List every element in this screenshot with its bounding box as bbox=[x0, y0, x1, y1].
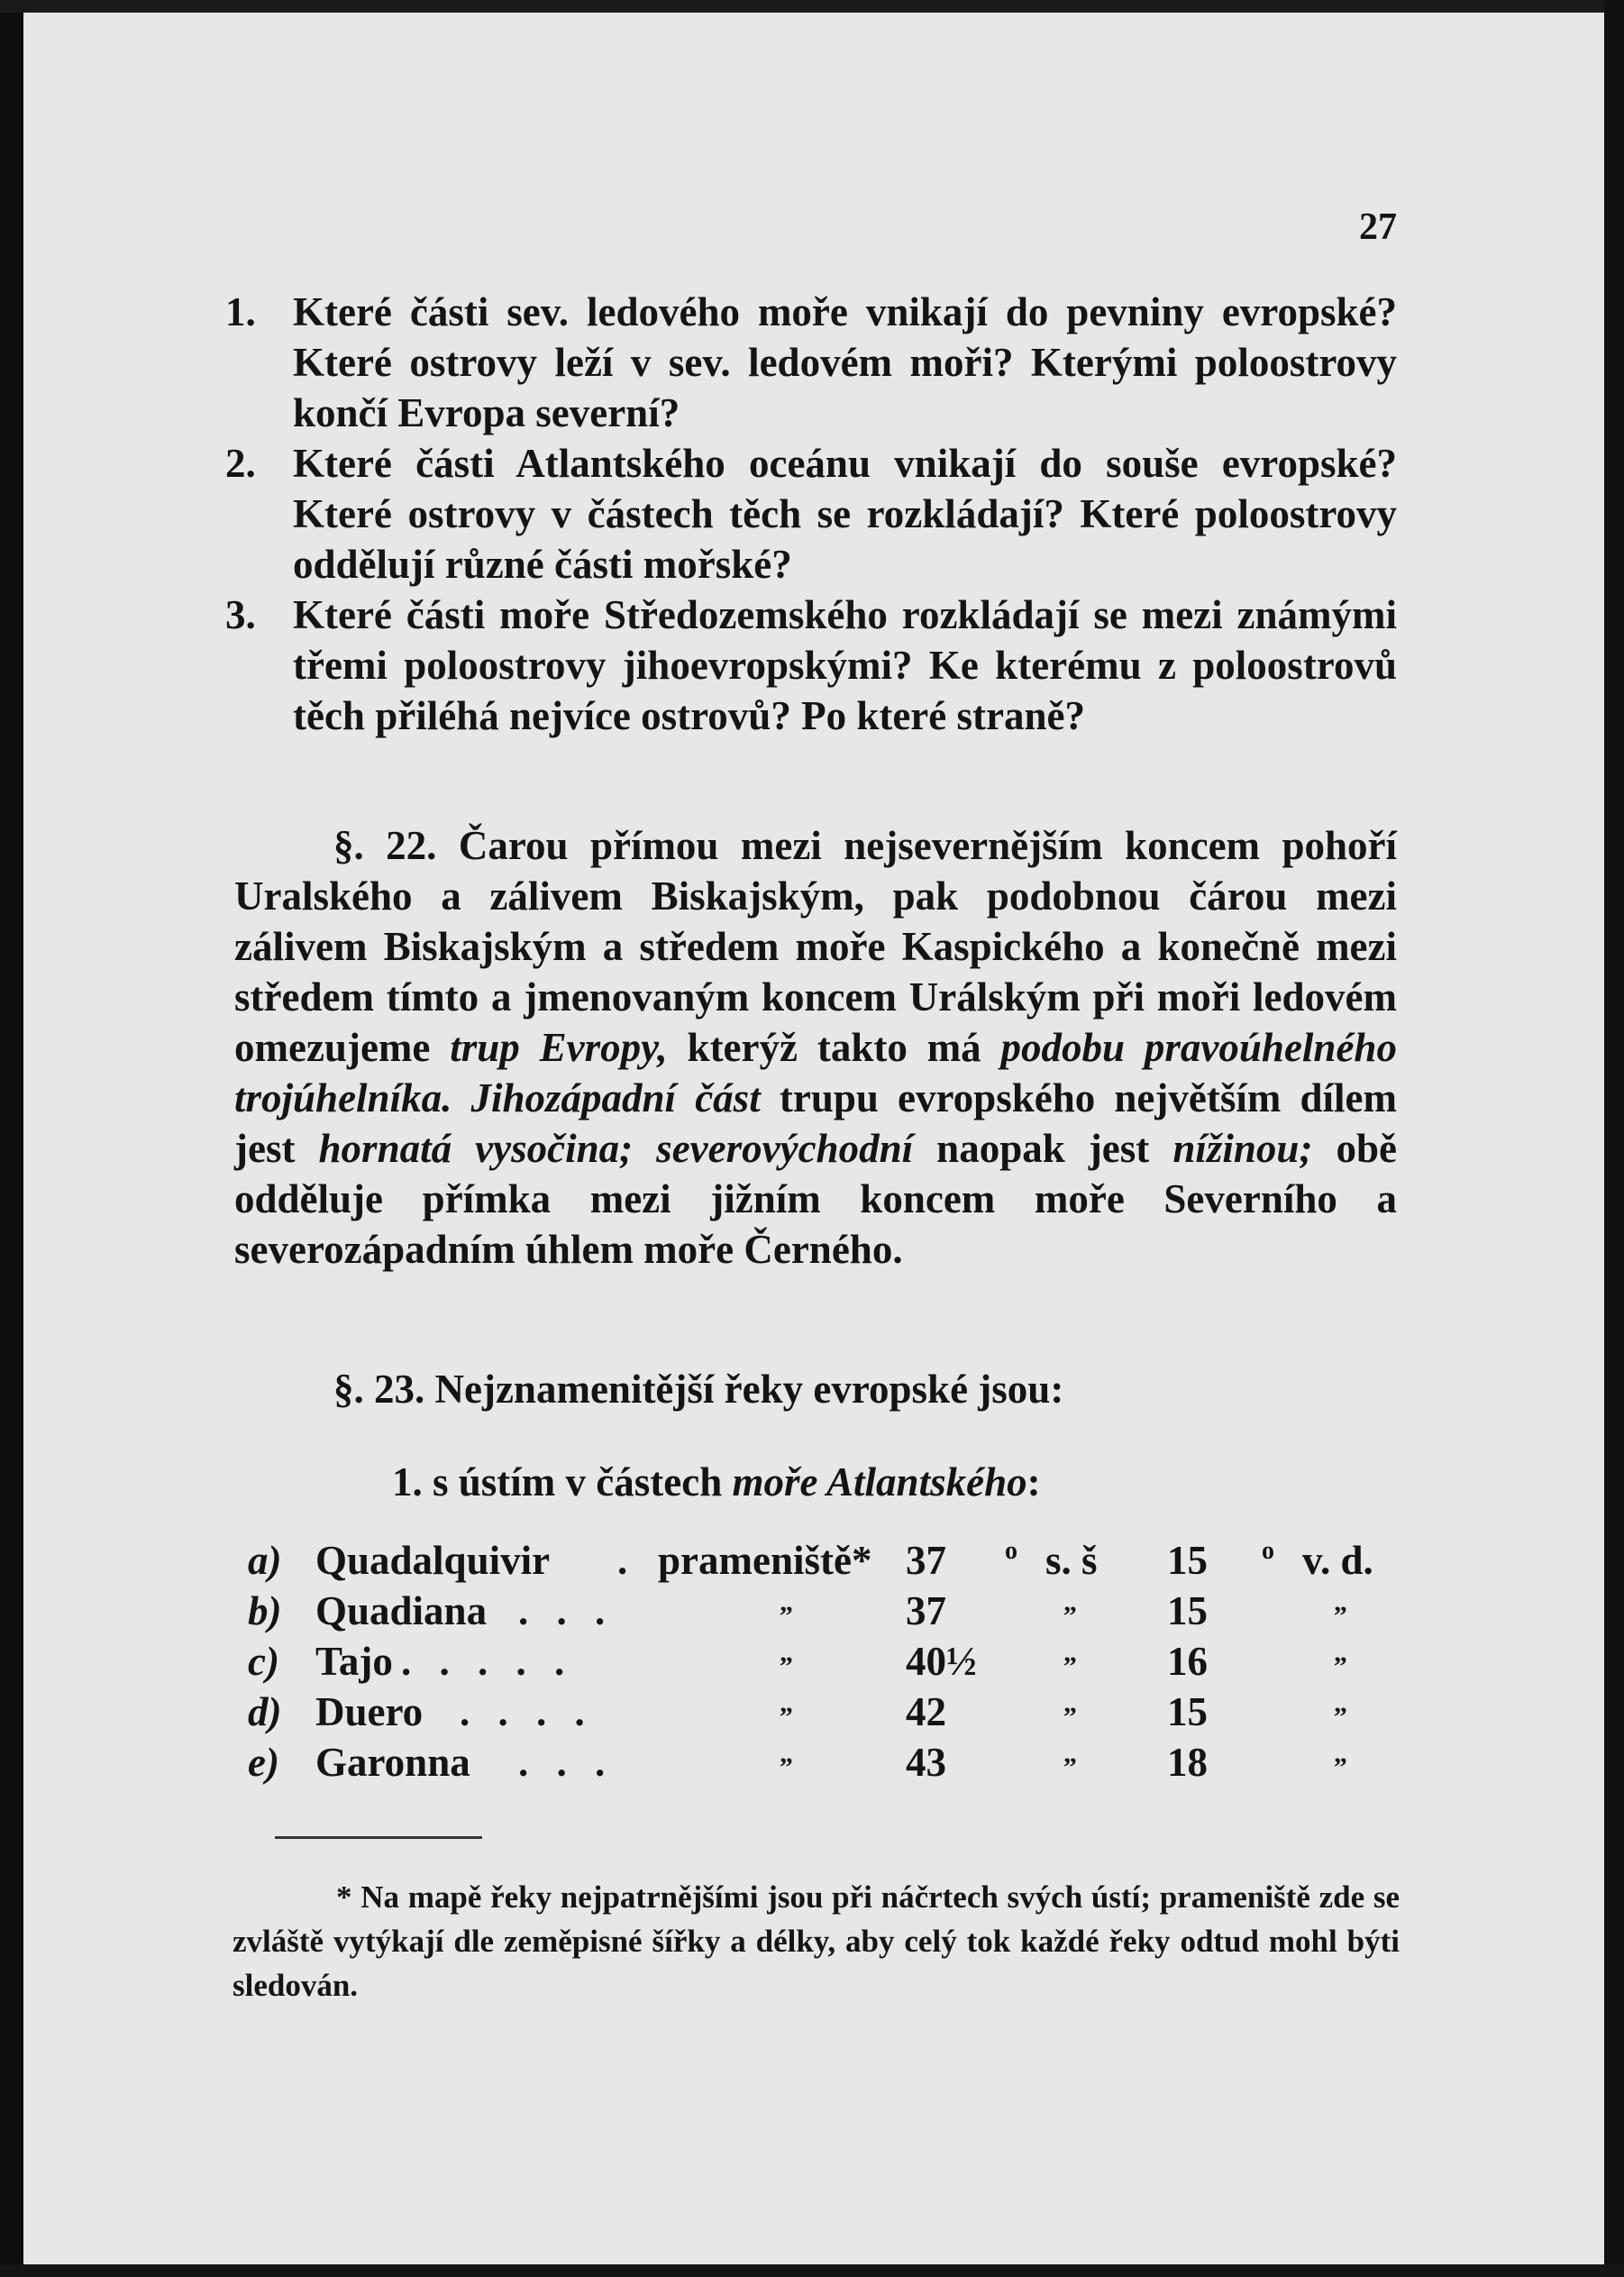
table-row bbox=[248, 1638, 1419, 1688]
source-label: prameniště* bbox=[658, 1538, 872, 1583]
river-name: Tajo bbox=[315, 1639, 393, 1684]
subsection-suffix: : bbox=[1026, 1459, 1041, 1504]
ditto-mark: „ bbox=[1063, 1739, 1077, 1769]
table-row bbox=[248, 1739, 1419, 1789]
page-edge-right bbox=[1604, 0, 1624, 2277]
ditto-mark: „ bbox=[1334, 1739, 1347, 1769]
para-text: trupu evropského největším dílem jest bbox=[234, 1075, 1397, 1171]
latitude-value: 40½ bbox=[906, 1639, 977, 1684]
ditto-mark: „ bbox=[1063, 1638, 1077, 1668]
para-text: kterýž takto má bbox=[667, 1025, 1001, 1070]
river-name: Quadiana bbox=[315, 1588, 488, 1633]
river-table bbox=[248, 1537, 1419, 1789]
latitude-value: 37 bbox=[906, 1588, 946, 1633]
latitude-value: 37 bbox=[906, 1538, 946, 1583]
leader-dots: . bbox=[617, 1538, 637, 1583]
subsection-prefix: 1. s ústím v částech bbox=[392, 1459, 733, 1504]
leader-dots: . . . bbox=[518, 1588, 615, 1633]
footnote-divider bbox=[275, 1836, 482, 1839]
row-letter: c) bbox=[248, 1639, 279, 1684]
page-number: 27 bbox=[1359, 206, 1397, 248]
para-text: §. 22. Čarou přímou mezi nejsevernějším koncem pohoří Uralského a zálivem Biskajským, pak podobnou čárou mezi zálivem Biskajským a středem moře Kaspického a konečně mezi středem tímto a jmenovaným koncem Urálským při moři ledovém omezujeme bbox=[234, 823, 1397, 1070]
question-item bbox=[225, 590, 1397, 741]
subsection-emphasis: moře Atlantského bbox=[732, 1459, 1027, 1504]
ditto-mark: „ bbox=[780, 1638, 793, 1668]
section-22-paragraph bbox=[234, 820, 1397, 1275]
leader-dots: . . . . bbox=[460, 1689, 594, 1734]
river-name: Quadalquivir bbox=[315, 1538, 551, 1583]
para-text: obě odděluje přímka mezi jižním koncem moře Severního a severozápadním úhlem moře Černého. bbox=[234, 1126, 1398, 1272]
leader-dots: . . . . . bbox=[401, 1639, 574, 1684]
ditto-mark: „ bbox=[1334, 1688, 1347, 1718]
table-row bbox=[248, 1537, 1419, 1587]
row-letter: e) bbox=[248, 1740, 279, 1785]
row-letter: d) bbox=[248, 1689, 282, 1734]
leader-dots: . . . bbox=[518, 1740, 615, 1785]
ditto-mark: „ bbox=[1334, 1587, 1347, 1617]
table-row bbox=[248, 1587, 1419, 1638]
longitude-value: 15 bbox=[1167, 1689, 1208, 1734]
ditto-mark: „ bbox=[1063, 1587, 1077, 1617]
subsection-heading bbox=[392, 1459, 1041, 1505]
question-list bbox=[225, 287, 1397, 741]
page-edge-top bbox=[0, 0, 1624, 13]
latitude-value: 42 bbox=[906, 1689, 946, 1734]
para-emphasis: podobu pravoúhelného trojúhelníka. Jihozápadní část bbox=[234, 1025, 1397, 1120]
river-name: Duero bbox=[315, 1689, 424, 1734]
degree-mark: o bbox=[1262, 1537, 1274, 1565]
question-number: 3. bbox=[225, 592, 256, 637]
row-letter: a) bbox=[248, 1538, 282, 1583]
question-text: Které části sev. ledového moře vnikají do pevniny evropské? Které ostrovy leží v sev. ledovém moři? Kterými poloostrovy končí Evropa severní? bbox=[293, 289, 1397, 435]
section-23-heading: §. 23. Nejznamenitější řeky evropské jsou: bbox=[333, 1367, 1064, 1412]
page-edge-bottom bbox=[0, 2264, 1624, 2277]
question-text: Které části moře Středozemského rozkládají se mezi známými třemi poloostrovy jihoevropskými? Ke kterému z poloostrovů těch přiléhá nejvíce ostrovů? Po které straně? bbox=[293, 592, 1397, 738]
question-text: Které části Atlantského oceánu vnikají do souše evropské? Které ostrovy v částech těch se rozkládají? Které poloostrovy oddělují různé části mořské? bbox=[293, 441, 1397, 587]
ditto-mark: „ bbox=[780, 1587, 793, 1617]
question-number: 2. bbox=[225, 441, 256, 486]
river-name: Garonna bbox=[315, 1740, 470, 1785]
para-emphasis: trup Evropy, bbox=[450, 1025, 668, 1070]
question-item bbox=[225, 287, 1397, 438]
para-text: naopak jest bbox=[913, 1126, 1173, 1171]
ditto-mark: „ bbox=[780, 1739, 793, 1769]
latitude-unit: s. š bbox=[1045, 1538, 1098, 1583]
longitude-value: 15 bbox=[1167, 1538, 1208, 1583]
para-emphasis: nížinou; bbox=[1172, 1126, 1313, 1171]
degree-mark: o bbox=[1005, 1537, 1017, 1565]
longitude-unit: v. d. bbox=[1302, 1538, 1373, 1583]
ditto-mark: „ bbox=[780, 1688, 793, 1718]
ditto-mark: „ bbox=[1334, 1638, 1347, 1668]
latitude-value: 43 bbox=[906, 1740, 946, 1785]
para-emphasis: hornatá vysočina; severovýchodní bbox=[318, 1126, 914, 1171]
table-row bbox=[248, 1688, 1419, 1739]
longitude-value: 18 bbox=[1167, 1740, 1208, 1785]
page-edge-left bbox=[0, 0, 23, 2277]
ditto-mark: „ bbox=[1063, 1688, 1077, 1718]
row-letter: b) bbox=[248, 1588, 282, 1633]
longitude-value: 16 bbox=[1167, 1639, 1208, 1684]
question-item bbox=[225, 438, 1397, 590]
question-number: 1. bbox=[225, 289, 256, 334]
footnote: * Na mapě řeky nejpatrnějšími jsou při náčrtech svých ústí; prameniště zde se zvláště vytýkají dle zeměpisné šířky a délky, aby celý tok každé řeky odtud mohl býti sledován. bbox=[233, 1879, 1400, 2003]
longitude-value: 15 bbox=[1167, 1588, 1208, 1633]
